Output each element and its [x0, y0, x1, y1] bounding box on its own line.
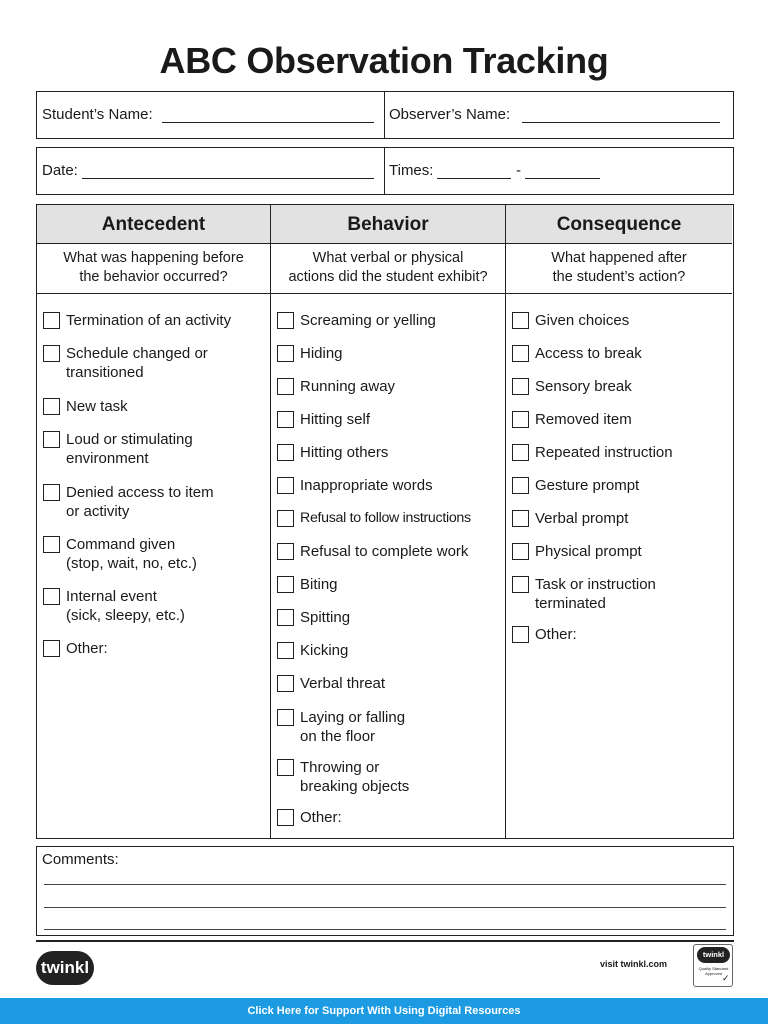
checklist-item-label: Other: [66, 640, 108, 657]
checklist-item-label: Schedule changed or transitioned [66, 345, 208, 381]
checklist-item-label: Kicking [300, 642, 349, 659]
checklist-item-label: Denied access to item or activity [66, 484, 214, 520]
checklist-item-label: Internal event (sick, sleepy, etc.) [66, 588, 185, 624]
checkbox[interactable] [277, 378, 294, 395]
checklist-item[interactable] [277, 708, 405, 746]
page-title: ABC Observation Tracking [159, 40, 609, 81]
comment-line[interactable] [44, 907, 726, 908]
checklist-item-label: Gesture prompt [535, 477, 640, 494]
name-row [36, 91, 734, 139]
check-icon: ✓ [722, 973, 730, 983]
checklist-item-label: Refusal to complete work [300, 543, 469, 560]
times-cell [385, 148, 733, 194]
observer-name-field[interactable] [522, 122, 720, 123]
checklist-item-label: Given choices [535, 312, 630, 329]
checkbox[interactable] [277, 576, 294, 593]
checklist-item[interactable] [512, 344, 642, 363]
checklist-item-label: Inappropriate words [300, 477, 433, 494]
consequence-heading: Consequence [506, 205, 732, 244]
checklist-item[interactable] [43, 311, 231, 330]
checklist-item[interactable] [277, 808, 342, 827]
checkbox[interactable] [277, 345, 294, 362]
time-end-field[interactable] [525, 178, 600, 179]
checkbox[interactable] [512, 411, 529, 428]
checklist-item[interactable] [277, 476, 433, 495]
student-name-field[interactable] [162, 122, 374, 123]
time-start-field[interactable] [437, 178, 511, 179]
checkbox[interactable] [43, 640, 60, 657]
checkbox[interactable] [43, 345, 60, 362]
behavior-column [271, 205, 506, 838]
checklist-item-label: New task [66, 398, 128, 415]
checkbox[interactable] [43, 484, 60, 501]
checklist-item-label: Other: [300, 809, 342, 826]
antecedent-question: What was happening before the behavior occurred? [37, 244, 270, 294]
times-label: Times: [389, 162, 434, 179]
checklist-item[interactable] [512, 476, 639, 495]
checklist-item[interactable] [277, 311, 436, 330]
checkbox[interactable] [43, 398, 60, 415]
checklist-item-label: Verbal prompt [535, 510, 629, 527]
checklist-item-label: Removed item [535, 411, 632, 428]
comment-line[interactable] [44, 929, 726, 930]
checklist-item[interactable] [512, 410, 632, 429]
badge-text: Quality Standard Approved [698, 966, 729, 976]
checklist-item-label: Loud or stimulating environment [66, 431, 193, 467]
date-cell [37, 148, 385, 194]
checklist-item[interactable] [512, 311, 629, 330]
checklist-item[interactable] [277, 509, 471, 528]
checklist-item-label: Command given (stop, wait, no, etc.) [66, 536, 197, 572]
checklist-item[interactable] [277, 410, 370, 429]
quality-badge-icon [693, 944, 733, 987]
checklist-item[interactable] [277, 608, 350, 627]
checklist-item[interactable] [43, 430, 193, 468]
checklist-item-label: Repeated instruction [535, 444, 673, 461]
checklist-item[interactable] [512, 542, 642, 561]
checkbox[interactable] [43, 431, 60, 448]
checkbox[interactable] [277, 642, 294, 659]
badge-logo: twinkl [697, 947, 730, 963]
checkbox[interactable] [512, 626, 529, 643]
checkbox[interactable] [277, 411, 294, 428]
checklist-item-label: Verbal threat [300, 675, 386, 692]
checklist-item-label: Spitting [300, 609, 351, 626]
checkbox[interactable] [512, 444, 529, 461]
checkbox[interactable] [277, 675, 294, 692]
checkbox[interactable] [277, 312, 294, 329]
checklist-item[interactable] [43, 483, 214, 521]
checklist-item[interactable] [43, 587, 185, 625]
checklist-item[interactable] [512, 443, 673, 462]
digital-resources-support-link[interactable]: Click Here for Support With Using Digital Resources [0, 998, 768, 1024]
checklist-item-label: Access to break [535, 345, 642, 362]
abc-table [36, 204, 734, 839]
checklist-item-label: Throwing or breaking objects [300, 759, 410, 795]
times-separator: - [516, 162, 521, 179]
antecedent-column [37, 205, 271, 838]
checklist-item[interactable] [512, 625, 577, 644]
checkbox[interactable] [277, 477, 294, 494]
checklist-item-label: Running away [300, 378, 396, 395]
date-time-row [36, 147, 734, 195]
checkbox[interactable] [277, 510, 294, 527]
checkbox[interactable] [277, 444, 294, 461]
behavior-heading: Behavior [271, 205, 505, 244]
checklist-item-label: Physical prompt [535, 543, 642, 560]
checklist-item-label: Termination of an activity [66, 312, 232, 329]
checkbox[interactable] [277, 609, 294, 626]
antecedent-heading: Antecedent [37, 205, 270, 244]
checkbox[interactable] [277, 809, 294, 826]
checkbox[interactable] [512, 477, 529, 494]
checkbox[interactable] [512, 576, 529, 593]
checkbox[interactable] [43, 588, 60, 605]
date-label: Date: [42, 162, 78, 179]
checkbox[interactable] [512, 510, 529, 527]
checklist-item[interactable] [43, 639, 108, 658]
checklist-item-label: Other: [535, 626, 577, 643]
checklist-item[interactable] [277, 575, 338, 594]
checkbox[interactable] [277, 759, 294, 776]
checklist-item-label: Biting [300, 576, 338, 593]
checklist-item[interactable] [277, 542, 468, 561]
checklist-item[interactable] [277, 443, 388, 462]
visit-link[interactable]: visit twinkl.com [600, 959, 668, 969]
checkbox[interactable] [277, 543, 294, 560]
checkbox[interactable] [512, 345, 529, 362]
checklist-item[interactable] [277, 641, 348, 660]
date-field[interactable] [82, 178, 374, 179]
checklist-item-label: Refusal to follow instructions [300, 510, 471, 526]
twinkl-logo[interactable]: twinkl [36, 951, 94, 985]
checklist-item-label: Hitting self [300, 411, 371, 428]
checklist-item-label: Screaming or yelling [300, 312, 436, 329]
checklist-item[interactable] [512, 575, 656, 613]
student-name-cell [37, 92, 385, 138]
checklist-item[interactable] [43, 344, 208, 382]
student-name-label: Student’s Name: [42, 106, 153, 123]
checklist-item[interactable] [512, 509, 628, 528]
checkbox[interactable] [512, 378, 529, 395]
behavior-question: What verbal or physical actions did the student exhibit? [271, 244, 505, 294]
checkbox[interactable] [43, 312, 60, 329]
checklist-item[interactable] [512, 377, 632, 396]
checklist-item[interactable] [43, 535, 197, 573]
checklist-item[interactable] [277, 377, 395, 396]
checkbox[interactable] [512, 543, 529, 560]
checklist-item-label: Laying or falling on the floor [300, 709, 406, 745]
checklist-item[interactable] [277, 674, 385, 693]
comment-line[interactable] [44, 884, 726, 885]
checklist-item[interactable] [277, 344, 343, 363]
observer-name-label: Observer’s Name: [389, 106, 511, 123]
checkbox[interactable] [512, 312, 529, 329]
checklist-item-label: Task or instruction terminated [535, 576, 656, 612]
checkbox[interactable] [277, 709, 294, 726]
checklist-item-label: Sensory break [535, 378, 632, 395]
checkbox[interactable] [43, 536, 60, 553]
checklist-item-label: Hiding [300, 345, 343, 362]
checklist-item-label: Hitting others [300, 444, 389, 461]
checklist-item[interactable] [277, 758, 409, 796]
comments-box[interactable] [36, 846, 734, 936]
consequence-column [506, 205, 732, 838]
observer-name-cell [385, 92, 733, 138]
checklist-item[interactable] [43, 397, 128, 416]
consequence-question: What happened after the student’s action? [506, 244, 732, 294]
footer-divider [36, 940, 734, 942]
comments-label: Comments: [42, 851, 119, 868]
